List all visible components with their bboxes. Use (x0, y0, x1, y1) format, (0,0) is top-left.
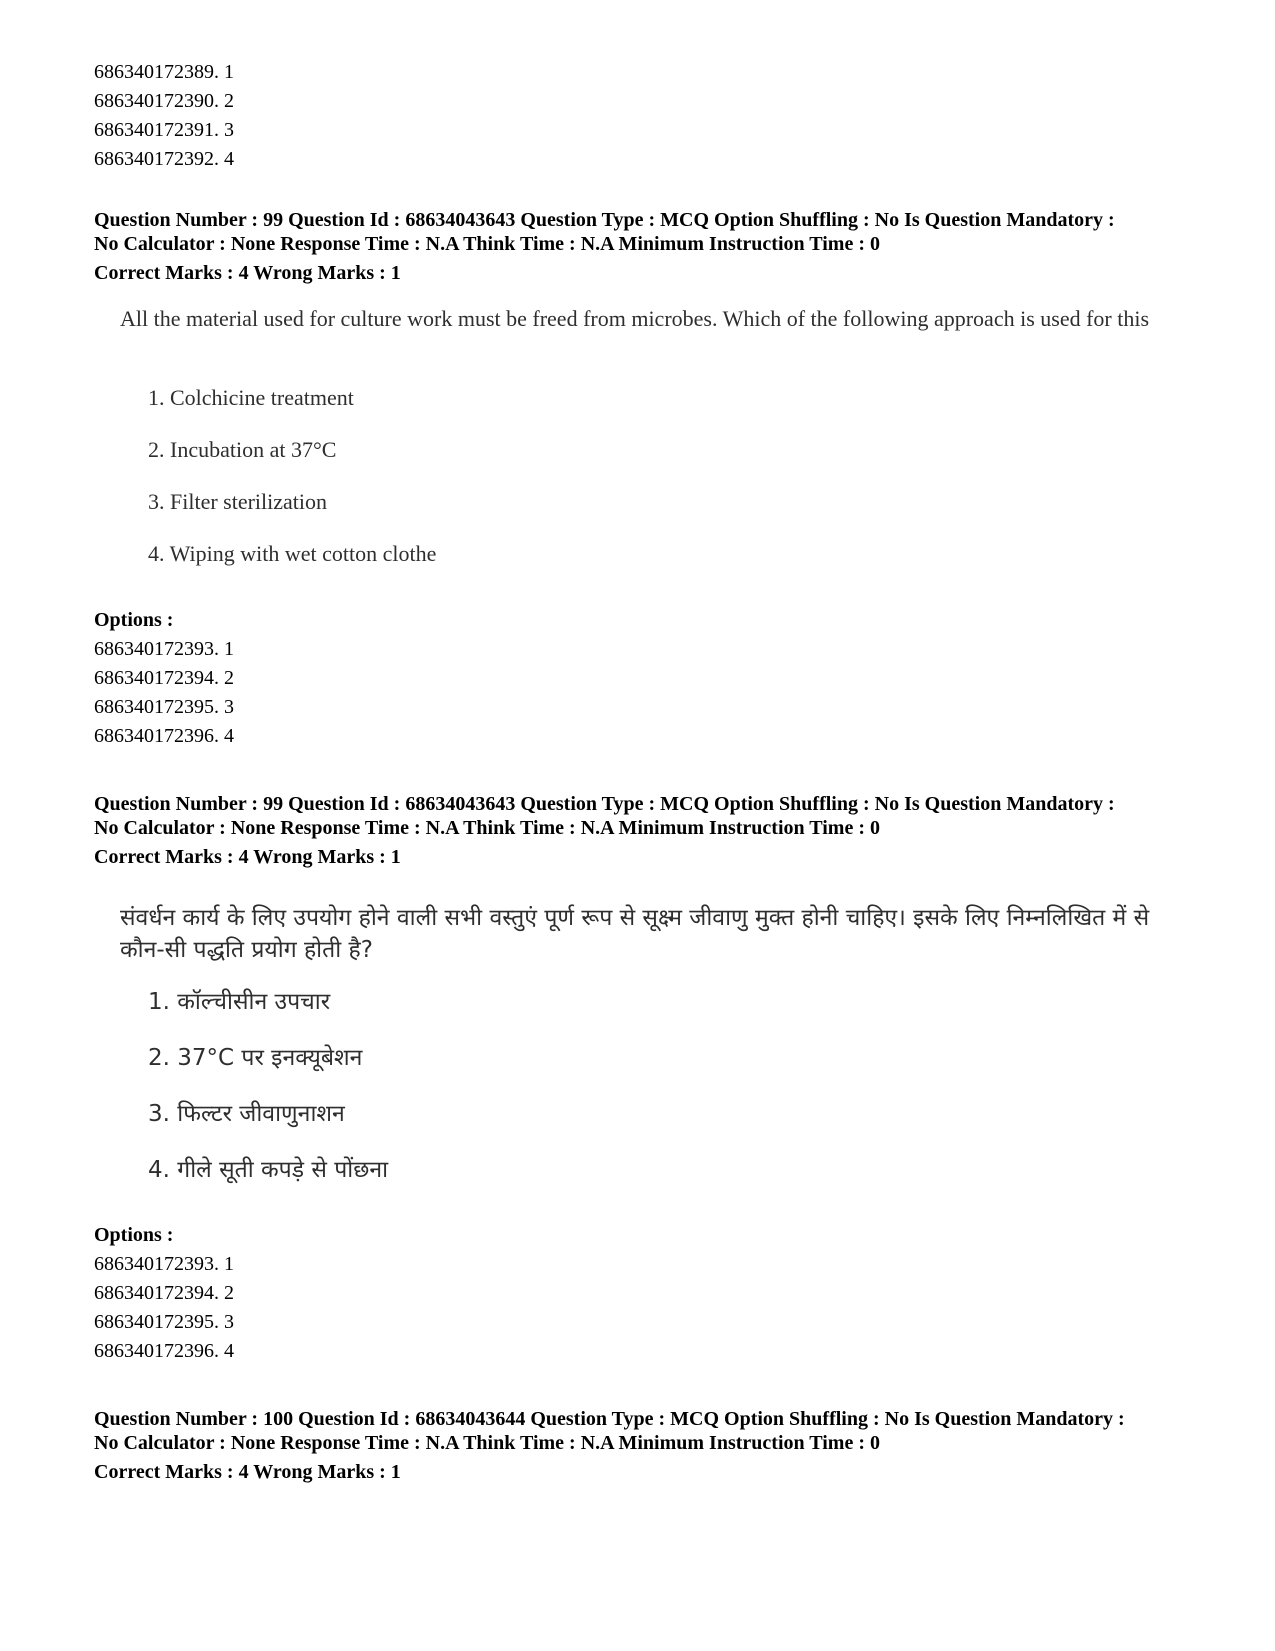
question-choice: 4. Wiping with wet cotton clothe (148, 541, 437, 566)
question-choice: 2. Incubation at 37°C (148, 437, 337, 462)
options-label: Options : (94, 1224, 174, 1246)
option-line: 686340172391. 3 (94, 119, 234, 141)
question-choice: 1. कॉल्चीसीन उपचार (148, 989, 331, 1015)
option-line: 686340172393. 1 (94, 638, 234, 660)
question-meta-line: Question Number : 100 Question Id : 68634043644 Question Type : MCQ Option Shuffling : No Is Question Mandatory : (94, 1408, 1125, 1430)
question-meta-line: No Calculator : None Response Time : N.A Think Time : N.A Minimum Instruction Time : 0 (94, 817, 880, 839)
question-choice: 3. फिल्टर जीवाणुनाशन (148, 1101, 345, 1127)
question-meta-line: Question Number : 99 Question Id : 68634043643 Question Type : MCQ Option Shuffling : No Is Question Mandatory : (94, 209, 1115, 231)
question-text: All the material used for culture work must be freed from microbes. Which of the following approach is used for this (120, 306, 1150, 331)
option-line: 686340172395. 3 (94, 696, 234, 718)
options-label: Options : (94, 609, 174, 631)
option-line: 686340172396. 4 (94, 725, 234, 747)
question-choice: 1. Colchicine treatment (148, 385, 354, 410)
question-marks: Correct Marks : 4 Wrong Marks : 1 (94, 1461, 401, 1483)
option-line: 686340172392. 4 (94, 148, 234, 170)
question-2-body (120, 902, 1180, 1192)
question-meta-line: No Calculator : None Response Time : N.A Think Time : N.A Minimum Instruction Time : 0 (94, 233, 880, 255)
question-choice: 2. 37°C पर इनक्यूबेशन (148, 1045, 363, 1071)
previous-options-list (94, 58, 1204, 174)
question-text: संवर्धन कार्य के लिए उपयोग होने वाली सभी वस्तुएं पूर्ण रूप से सूक्ष्म जीवाणु मुक्त होनी चाहिए। इसके लिए निम्नलिखित में से कौन-सी पद्धति प्रयोग होती है? (120, 905, 1150, 963)
question-1-header (94, 208, 1204, 286)
question-1-options (94, 606, 1204, 751)
option-line: 686340172394. 2 (94, 1282, 234, 1304)
question-1-body (120, 305, 1180, 595)
question-2-options (94, 1221, 1204, 1366)
option-line: 686340172390. 2 (94, 90, 234, 112)
question-3-header (94, 1407, 1204, 1485)
question-marks: Correct Marks : 4 Wrong Marks : 1 (94, 262, 401, 284)
question-choice: 4. गीले सूती कपड़े से पोंछना (148, 1157, 389, 1183)
question-2-header (94, 792, 1204, 870)
option-line: 686340172396. 4 (94, 1340, 234, 1362)
option-line: 686340172389. 1 (94, 61, 234, 83)
question-meta-line: Question Number : 99 Question Id : 68634043643 Question Type : MCQ Option Shuffling : No Is Question Mandatory : (94, 793, 1115, 815)
question-meta-line: No Calculator : None Response Time : N.A Think Time : N.A Minimum Instruction Time : 0 (94, 1432, 880, 1454)
option-line: 686340172395. 3 (94, 1311, 234, 1333)
question-choice: 3. Filter sterilization (148, 489, 328, 514)
option-line: 686340172393. 1 (94, 1253, 234, 1275)
option-line: 686340172394. 2 (94, 667, 234, 689)
question-marks: Correct Marks : 4 Wrong Marks : 1 (94, 846, 401, 868)
